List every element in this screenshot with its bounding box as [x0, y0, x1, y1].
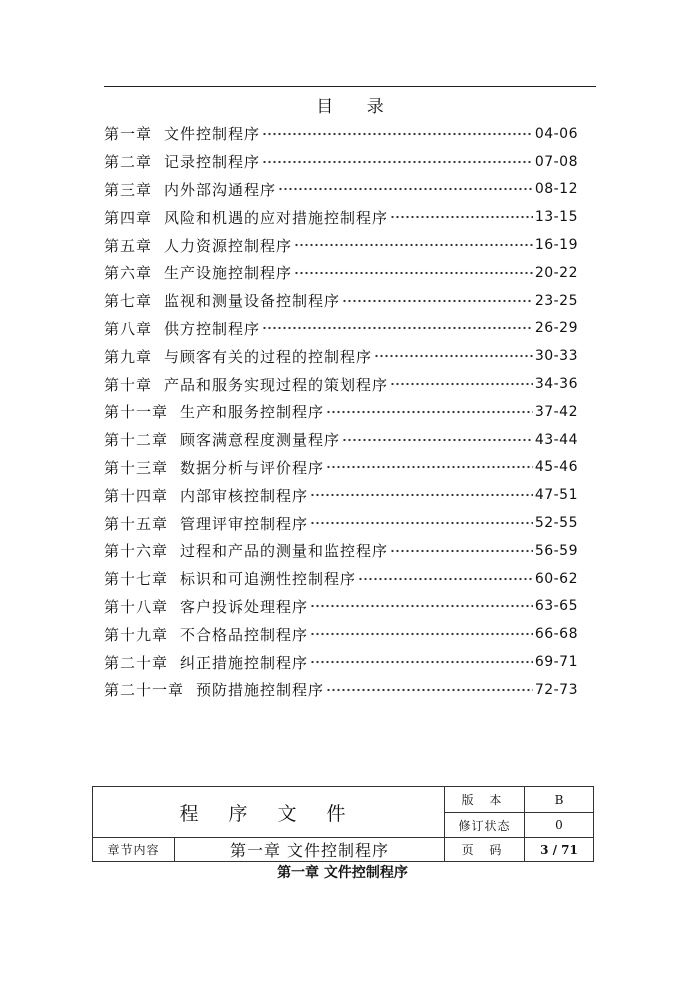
- toc-chapter-number: 第十三章: [104, 458, 169, 477]
- toc-page-range: 69-71: [534, 654, 578, 671]
- toc-leader-dots: [278, 186, 533, 192]
- toc-chapter-number: 第一章: [104, 125, 153, 144]
- toc-entry[interactable]: [104, 620, 578, 648]
- toc-chapter-title: 数据分析与评价程序: [180, 458, 325, 477]
- toc-page-range: 72-73: [534, 681, 578, 698]
- toc-chapter-number: 第七章: [104, 292, 153, 311]
- toc-page-range: 34-36: [534, 376, 578, 393]
- page-value: 3 / 71: [525, 838, 594, 862]
- toc-chapter-number: 第二十章: [104, 653, 169, 672]
- toc-leader-dots: [326, 464, 533, 470]
- toc-chapter-number: 第十七章: [104, 570, 169, 589]
- toc-leader-dots: [390, 214, 533, 220]
- toc-chapter-number: 第十四章: [104, 486, 169, 505]
- document-header-table: [92, 786, 594, 862]
- toc-chapter-number: 第九章: [104, 347, 153, 366]
- toc-page-range: 08-12: [534, 181, 578, 198]
- toc-chapter-title: 管理评审控制程序: [180, 514, 309, 533]
- toc-chapter-title: 监视和测量设备控制程序: [164, 292, 341, 311]
- toc-page-range: 23-25: [534, 292, 578, 309]
- toc-chapter-title: 过程和产品的测量和监控程序: [180, 542, 389, 561]
- toc-page-range: 56-59: [534, 542, 578, 559]
- toc-chapter-title: 与顾客有关的过程的控制程序: [164, 347, 373, 366]
- toc-page-range: 26-29: [534, 320, 578, 337]
- toc-entry[interactable]: [104, 398, 578, 426]
- toc-entry[interactable]: [104, 565, 578, 593]
- toc-page-range: 20-22: [534, 264, 578, 281]
- toc-entry[interactable]: [104, 426, 578, 454]
- toc-chapter-title: 预防措施控制程序: [196, 681, 325, 700]
- toc-entry[interactable]: [104, 120, 578, 148]
- toc-leader-dots: [374, 353, 533, 359]
- toc-chapter-number: 第三章: [104, 180, 153, 199]
- toc-leader-dots: [390, 548, 533, 554]
- toc-leader-dots: [326, 687, 533, 693]
- toc-chapter-number: 第八章: [104, 319, 153, 338]
- doc-type-cell: 程 序 文 件: [93, 787, 445, 838]
- revision-value: 0: [525, 813, 594, 838]
- toc-chapter-number: 第二十一章: [104, 681, 185, 700]
- page-label: 页 码: [445, 838, 525, 862]
- toc-leader-dots: [358, 576, 533, 582]
- toc-chapter-title: 文件控制程序: [164, 125, 261, 144]
- toc-chapter-title: 风险和机遇的应对措施控制程序: [164, 208, 389, 227]
- toc-chapter-title: 内外部沟通程序: [164, 180, 277, 199]
- toc-entry[interactable]: [104, 676, 578, 704]
- toc-page-range: 07-08: [534, 153, 578, 170]
- toc-chapter-number: 第二章: [104, 153, 153, 172]
- toc-leader-dots: [294, 270, 533, 276]
- toc-leader-dots: [310, 603, 533, 609]
- toc-page-range: 60-62: [534, 570, 578, 587]
- toc-page-range: 52-55: [534, 515, 578, 532]
- toc-chapter-title: 产品和服务实现过程的策划程序: [164, 375, 389, 394]
- version-value: B: [525, 787, 594, 813]
- toc-chapter-title: 供方控制程序: [164, 319, 261, 338]
- toc-entry[interactable]: [104, 287, 578, 315]
- toc-entry[interactable]: [104, 148, 578, 176]
- section-label: 章节内容: [93, 838, 175, 862]
- toc-chapter-title: 人力资源控制程序: [164, 236, 293, 255]
- toc-leader-dots: [262, 159, 533, 165]
- toc-title: 目 录: [316, 97, 398, 117]
- toc-entry[interactable]: [104, 342, 578, 370]
- toc-page-range: 63-65: [534, 598, 578, 615]
- toc-leader-dots: [390, 381, 533, 387]
- toc-leader-dots: [310, 631, 533, 637]
- toc-entry[interactable]: [104, 370, 578, 398]
- toc-chapter-number: 第十章: [104, 375, 153, 394]
- section-heading: 第一章 文件控制程序: [277, 865, 408, 881]
- toc-entry[interactable]: [104, 593, 578, 621]
- toc-page-range: 16-19: [534, 237, 578, 254]
- toc-chapter-title: 内部审核控制程序: [180, 486, 309, 505]
- toc-entry[interactable]: [104, 648, 578, 676]
- toc-chapter-title: 纠正措施控制程序: [180, 653, 309, 672]
- toc-chapter-title: 生产和服务控制程序: [180, 403, 325, 422]
- toc-chapter-title: 不合格品控制程序: [180, 625, 309, 644]
- toc-leader-dots: [262, 131, 533, 137]
- toc-list: [104, 120, 578, 704]
- toc-page-range: 13-15: [534, 209, 578, 226]
- toc-chapter-number: 第十五章: [104, 514, 169, 533]
- revision-label: 修订状态: [445, 813, 525, 838]
- toc-chapter-title: 标识和可追溯性控制程序: [180, 570, 357, 589]
- section-value: 第一章 文件控制程序: [175, 838, 445, 862]
- toc-entry[interactable]: [104, 231, 578, 259]
- toc-chapter-number: 第五章: [104, 236, 153, 255]
- toc-chapter-title: 客户投诉处理程序: [180, 597, 309, 616]
- toc-entry[interactable]: [104, 176, 578, 204]
- toc-entry[interactable]: [104, 454, 578, 482]
- toc-page-range: 37-42: [534, 403, 578, 420]
- toc-chapter-number: 第六章: [104, 264, 153, 283]
- toc-page-range: 66-68: [534, 626, 578, 643]
- toc-chapter-title: 顾客满意程度测量程序: [180, 431, 341, 450]
- toc-leader-dots: [326, 409, 533, 415]
- toc-entry[interactable]: [104, 203, 578, 231]
- toc-page-range: 30-33: [534, 348, 578, 365]
- top-rule: [104, 86, 596, 87]
- toc-entry[interactable]: [104, 259, 578, 287]
- toc-leader-dots: [342, 437, 533, 443]
- toc-chapter-number: 第十一章: [104, 403, 169, 422]
- toc-leader-dots: [342, 298, 533, 304]
- toc-entry[interactable]: [104, 481, 578, 509]
- toc-entry[interactable]: [104, 509, 578, 537]
- version-label: 版 本: [445, 787, 525, 813]
- toc-page-range: 45-46: [534, 459, 578, 476]
- toc-entry[interactable]: [104, 537, 578, 565]
- toc-chapter-title: 记录控制程序: [164, 153, 261, 172]
- toc-page-range: 43-44: [534, 431, 578, 448]
- toc-leader-dots: [310, 520, 533, 526]
- toc-entry[interactable]: [104, 315, 578, 343]
- toc-leader-dots: [310, 492, 533, 498]
- toc-leader-dots: [294, 242, 533, 248]
- toc-chapter-number: 第十二章: [104, 431, 169, 450]
- toc-chapter-number: 第十八章: [104, 597, 169, 616]
- toc-chapter-number: 第十九章: [104, 625, 169, 644]
- toc-page-range: 04-06: [534, 125, 578, 142]
- toc-page-range: 47-51: [534, 487, 578, 504]
- toc-chapter-number: 第四章: [104, 208, 153, 227]
- toc-leader-dots: [310, 659, 533, 665]
- toc-leader-dots: [262, 325, 533, 331]
- toc-chapter-title: 生产设施控制程序: [164, 264, 293, 283]
- toc-chapter-number: 第十六章: [104, 542, 169, 561]
